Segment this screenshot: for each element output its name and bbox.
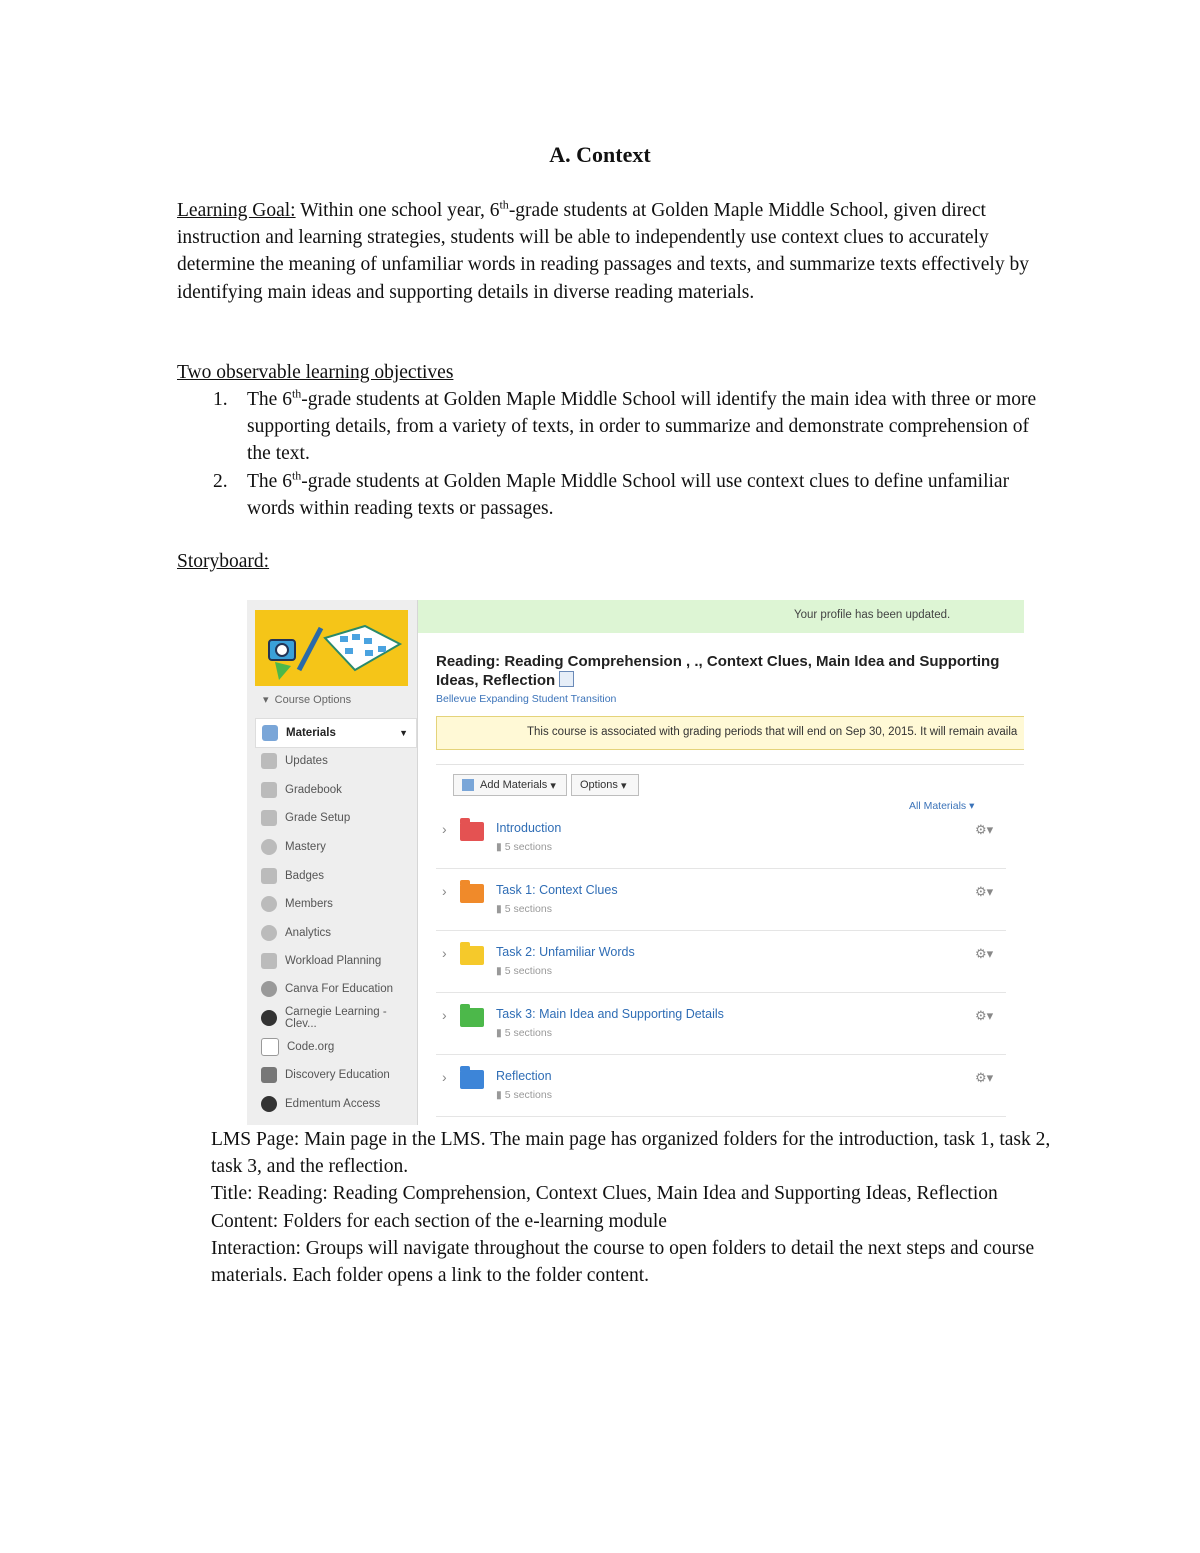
nav-label: Grade Setup [285, 812, 351, 824]
banner-illustration [255, 610, 408, 686]
lms-main [418, 600, 1024, 1125]
all-materials-dropdown[interactable]: All Materials ▾ [909, 800, 975, 812]
nav-carnegie-learning[interactable] [255, 1004, 415, 1032]
grade-setup-icon [261, 810, 277, 826]
notice-text: Your profile has been updated. [794, 609, 951, 621]
grading-period-warning [436, 716, 1024, 750]
objective-number: 2. [213, 471, 228, 492]
objective-text-pre: The 6 [247, 389, 292, 410]
learning-goal-text-pre: Within one school year, 6 [295, 200, 500, 221]
gear-icon[interactable]: ⚙▾ [975, 946, 994, 961]
nav-code-org[interactable] [255, 1033, 415, 1061]
nav-label: Mastery [285, 841, 326, 853]
folder-row[interactable] [436, 1054, 1006, 1117]
course-title-text: Reading: Reading Comprehension , ., Context Clues, Main Idea and Supporting Ideas, Reflection [436, 653, 1000, 689]
sections-count: 5 sections [504, 1089, 552, 1101]
members-icon [261, 896, 277, 912]
chevron-right-icon[interactable]: › [442, 1007, 447, 1023]
sections-count: 5 sections [504, 965, 552, 977]
nav-canva[interactable] [255, 975, 415, 1003]
nav-label: Badges [285, 870, 325, 882]
add-materials-label: Add Materials [480, 779, 548, 791]
storyboard-label [177, 548, 1067, 575]
objective-text-post: -grade students at Golden Maple Middle School will use context clues to define unfamiliar words within reading texts or passages. [247, 471, 1010, 520]
nav-workload-planning[interactable] [255, 947, 415, 975]
nav-updates[interactable] [255, 747, 415, 775]
folder-icon [460, 884, 484, 903]
carnegie-learning-icon [261, 1010, 277, 1026]
folder-icon [460, 1070, 484, 1089]
folder-sections: ▮ 5 sections [496, 1027, 552, 1039]
gear-icon[interactable]: ⚙▾ [975, 1008, 994, 1023]
gear-icon[interactable]: ⚙▾ [975, 822, 994, 837]
folder-name[interactable]: Introduction [496, 821, 562, 835]
book-icon [559, 671, 574, 687]
nav-badges[interactable] [255, 862, 415, 890]
folder-icon [460, 822, 484, 841]
objective-text [247, 386, 1047, 468]
learning-goal-text-post: -grade students at Golden Maple Middle School, given direct instruction and learning strategies, students will be able to independently use context clues to accurately determine the meaning of unfamiliar words in reading passages and texts, and summarize texts effectively by identifying main ideas and supporting details in diverse reading materials. [177, 200, 1029, 303]
warning-text: This course is associated with grading periods that will end on Sep 30, 2015. It will remain availa [527, 726, 1018, 738]
badges-icon [261, 868, 277, 884]
sections-count: 5 sections [504, 1027, 552, 1039]
nav-label: Canva For Education [285, 983, 394, 995]
nav-label: Discovery Education [285, 1069, 390, 1081]
folder-sections: ▮ 5 sections [496, 965, 552, 977]
nav-gradebook[interactable] [255, 776, 415, 804]
add-materials-icon [462, 779, 474, 791]
folder-name[interactable]: Reflection [496, 1069, 552, 1083]
course-subtitle-link[interactable]: Bellevue Expanding Student Transition [436, 693, 617, 705]
objective-sup: th [291, 468, 302, 483]
learning-goal-paragraph [177, 197, 1067, 306]
course-options-label: Course Options [274, 694, 352, 706]
all-materials-label: All Materials [909, 800, 967, 812]
objective-text-post: -grade students at Golden Maple Middle School will identify the main idea with three or more supporting details, from a variety of texts, in order to summarize and demonstrate comprehension of the text. [247, 389, 1037, 465]
objective-number: 1. [213, 389, 228, 410]
discovery-education-icon [261, 1067, 277, 1083]
folder-icon [460, 1008, 484, 1027]
chevron-right-icon[interactable]: › [442, 883, 447, 899]
folder-row[interactable] [436, 930, 1006, 993]
folder-name[interactable]: Task 1: Context Clues [496, 883, 618, 897]
learning-goal-label: Learning Goal: [177, 200, 296, 221]
edmentum-icon [261, 1096, 277, 1112]
nav-edmentum-access[interactable] [255, 1090, 415, 1118]
nav-mastery[interactable] [255, 833, 415, 861]
folder-sections: ▮ 5 sections [496, 841, 552, 853]
folder-name[interactable]: Task 2: Unfamiliar Words [496, 945, 635, 959]
folder-row[interactable] [436, 806, 1006, 869]
workload-planning-icon [261, 953, 277, 969]
divider [436, 764, 1024, 765]
nav-discovery-education[interactable] [255, 1061, 415, 1089]
storyboard-label-text: Storyboard: [177, 551, 270, 572]
caption-interaction: Interaction: Groups will navigate throughout the course to open folders to detail the next steps and course materials. Each folder opens a link to the folder content. [211, 1237, 1035, 1287]
code-org-icon [261, 1038, 279, 1056]
caption-content: Content: Folders for each section of the e-learning module [211, 1210, 667, 1232]
folder-icon [460, 946, 484, 965]
folder-sections: ▮ 5 sections [496, 1089, 552, 1101]
course-options-toggle[interactable]: ▾ Course Options [263, 694, 352, 706]
folder-name[interactable]: Task 3: Main Idea and Supporting Details [496, 1007, 724, 1021]
nav-label: Updates [285, 755, 328, 767]
section-heading: A. Context [549, 142, 651, 167]
updates-icon [261, 753, 277, 769]
canva-icon [261, 981, 277, 997]
objectives-label [177, 359, 1067, 386]
options-button[interactable]: Options ▾ [571, 774, 639, 796]
caption-title: Title: Reading: Reading Comprehension, Context Clues, Main Idea and Supporting Ideas, Reflection [211, 1183, 998, 1205]
folder-row[interactable] [436, 868, 1006, 931]
lms-screenshot [247, 600, 1024, 1125]
nav-label: Code.org [287, 1041, 335, 1053]
gradebook-icon [261, 782, 277, 798]
storyboard-caption [211, 1126, 1081, 1289]
chevron-right-icon[interactable]: › [442, 821, 447, 837]
add-materials-button[interactable]: Add Materials ▾ [453, 774, 567, 796]
nav-label: Edmentum Access [285, 1098, 381, 1110]
caption-lms-page: LMS Page: Main page in the LMS. The main page has organized folders for the introduction, task 1, task 2, task 3, and the reflection. [211, 1129, 1051, 1178]
objective-sup: th [291, 386, 302, 401]
mastery-icon [261, 839, 277, 855]
gear-icon[interactable]: ⚙▾ [975, 884, 994, 899]
materials-icon [262, 725, 278, 741]
nav-label: Members [285, 898, 333, 910]
chevron-down-icon: ▼ [399, 728, 408, 738]
nav-materials[interactable] [255, 718, 417, 748]
nav-label: Analytics [285, 927, 332, 939]
nav-label: Workload Planning [285, 955, 382, 967]
chevron-right-icon[interactable]: › [442, 945, 447, 961]
sections-count: 5 sections [504, 903, 552, 915]
lms-sidebar [247, 600, 418, 1125]
nav-label: Materials [286, 727, 336, 739]
folder-row[interactable] [436, 992, 1006, 1055]
nav-members[interactable] [255, 890, 415, 918]
nav-label: Gradebook [285, 784, 342, 796]
chevron-right-icon[interactable]: › [442, 1069, 447, 1085]
objective-text-pre: The 6 [247, 471, 292, 492]
course-title [436, 652, 1016, 690]
sections-count: 5 sections [504, 841, 552, 853]
objective-text [247, 468, 1047, 522]
folder-sections: ▮ 5 sections [496, 903, 552, 915]
gear-icon[interactable]: ⚙▾ [975, 1070, 994, 1085]
analytics-icon [261, 925, 277, 941]
learning-goal-sup: th [499, 197, 509, 212]
nav-analytics[interactable] [255, 919, 415, 947]
options-label: Options [580, 779, 618, 791]
profile-updated-notice [418, 600, 1024, 633]
course-banner-image [255, 610, 408, 686]
nav-label: Carnegie Learning - Clev... [285, 1006, 387, 1030]
objectives-label-text: Two observable learning objectives [177, 362, 454, 383]
nav-grade-setup[interactable] [255, 804, 415, 832]
